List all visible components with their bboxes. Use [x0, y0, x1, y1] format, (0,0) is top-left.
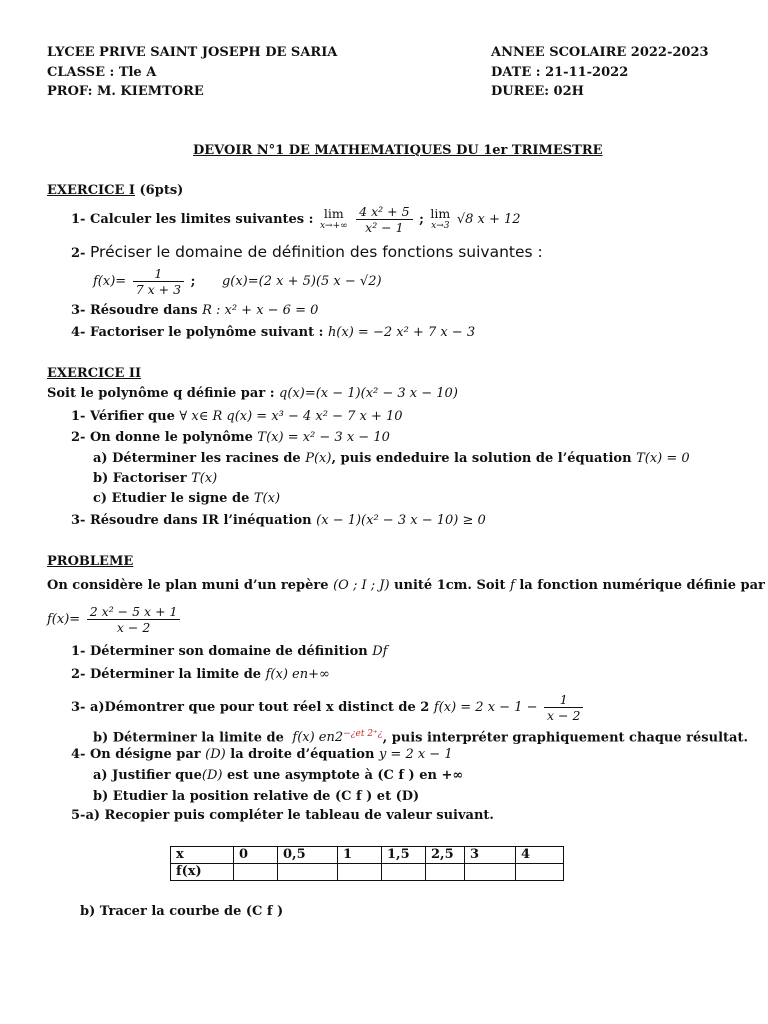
value-table-row-fx [171, 864, 564, 881]
limit-2 [430, 205, 451, 232]
problem-q4-number: 4- [71, 747, 86, 762]
limit-1-word: lim [323, 205, 344, 221]
exam-date: DATE : 21-11-2022 [491, 65, 629, 80]
exam-duration: DUREE: 02H [491, 84, 584, 99]
problem-f-denominator: x − 2 [116, 620, 151, 635]
ex2-q3-number: 3- [71, 513, 86, 528]
problem-question3b [93, 726, 748, 746]
problem-question5a: 5-a) Recopier puis compléter le tableau de valeur suivant. [71, 808, 494, 823]
problem-q4-text: On désigne par [89, 747, 201, 762]
function-f-numerator: 1 [133, 266, 184, 282]
ex2-q2c-letter: c) [93, 491, 108, 506]
exercise1-heading [47, 183, 183, 199]
problem-q4a-line: (D) [201, 768, 223, 783]
problem-q4a-letter: a) [93, 768, 108, 783]
problem-question4b [93, 789, 419, 805]
value-table-empty-cell [465, 864, 516, 881]
ex2-q2a-letter: a) [93, 451, 108, 466]
value-table-cell: 1 [338, 847, 382, 864]
teacher-label: PROF: M. KIEMTORE [47, 84, 204, 99]
ex2-q2c-expression: T(x) [253, 491, 281, 506]
ex1-q3-text: Résoudre dans [89, 303, 198, 318]
value-table [170, 846, 564, 881]
limit-1-sub: x→+∞ [319, 220, 348, 231]
problem-q2-text: Déterminer la limite de [89, 667, 262, 682]
ex2-q1-text: Vérifier que [89, 409, 175, 424]
problem-q3-text: a)Démontrer que pour tout réel x distinct de 2 [89, 700, 430, 715]
problem-q1-domain: Df [372, 644, 388, 659]
problem-q3-numerator: 1 [544, 692, 583, 708]
problem-f-numerator: 2 x² − 5 x + 1 [87, 604, 181, 620]
problem-question5b: b) Tracer la courbe de (C f ) [80, 904, 284, 919]
problem-q1-number: 1- [71, 644, 86, 659]
exercise1-points: (6pts) [139, 183, 184, 198]
problem-title: PROBLEME [47, 554, 134, 569]
limit-1-fraction [356, 204, 412, 235]
ex2-question2b [93, 471, 217, 487]
problem-intro-text2: unité 1cm. Soit [394, 578, 506, 593]
problem-q4-text2: la droite d’équation [230, 747, 375, 762]
ex2-q2b-text: Factoriser [112, 471, 187, 486]
problem-q4b-text: Etudier la position relative de (C f ) et (D) [112, 789, 420, 804]
ex2-q2a-text: Déterminer les racines de [112, 451, 301, 466]
problem-q3b-text2: , puis interpréter graphiquement chaque résultat. [382, 730, 748, 746]
problem-intro-f: f [510, 578, 515, 593]
value-table-cell: 0,5 [278, 847, 338, 864]
value-table-empty-cell [426, 864, 465, 881]
ex2-question1 [71, 409, 403, 425]
problem-f-fraction [87, 604, 181, 635]
ex2-q1-number: 1- [71, 409, 86, 424]
ex2-q2-polynomial: T(x) = x² − 3 x − 10 [257, 430, 390, 445]
school-year: ANNEE SCOLAIRE 2022-2023 [491, 45, 709, 60]
problem-intro [47, 578, 765, 594]
limit-2-sub: x→3 [431, 220, 450, 231]
ex2-q2b-expression: T(x) [191, 471, 218, 486]
limit-1 [319, 205, 348, 232]
exercise1-title: EXERCICE I [47, 183, 135, 198]
value-table-cell: 4 [516, 847, 564, 864]
ex2-q2a-equation: T(x) = 0 [636, 451, 690, 466]
page-title: DEVOIR N°1 DE MATHEMATIQUES DU 1er TRIMESTRE [193, 143, 603, 158]
ex1-q1-number: 1- [71, 212, 86, 227]
value-table-cell: 2,5 [426, 847, 465, 864]
problem-question4a [93, 768, 463, 784]
problem-q4a-text2: est une asymptote à (C f ) en +∞ [227, 768, 464, 783]
ex2-q3-inequation: (x − 1)(x² − 3 x − 10) ≥ 0 [316, 513, 486, 528]
class-label: CLASSE : Tle A [47, 65, 157, 80]
problem-intro-text1: On considère le plan muni d’un repère [47, 578, 329, 593]
problem-f-lhs: f(x)= [47, 612, 81, 627]
problem-q3-fraction [544, 692, 583, 723]
problem-q3-lhs: f(x) = 2 x − 1 − [433, 700, 538, 715]
ex1-question3 [71, 303, 318, 319]
ex2-q2a-text2: , puis endeduire la solution de l’équation [331, 451, 632, 466]
ex1-q2-text: Préciser le domaine de définition des fonctions suivantes : [89, 243, 543, 261]
ex2-intro-polynomial: q(x)=(x − 1)(x² − 3 x − 10) [279, 386, 458, 401]
ex2-q2-text: On donne le polynôme [89, 430, 253, 445]
problem-q3-denominator: x − 2 [547, 708, 581, 723]
limit-1-numerator: 4 x² + 5 [356, 204, 412, 220]
function-g: g(x)=(2 x + 5)(5 x − √2) [221, 274, 382, 289]
value-table-empty-cell [516, 864, 564, 881]
value-table-empty-cell [234, 864, 278, 881]
ex2-question3 [71, 513, 486, 529]
ex1-q3-equation: R : x² + x − 6 = 0 [202, 303, 319, 318]
value-table-row-x [171, 847, 564, 864]
ex2-intro-text: Soit le polynôme q définie par : [47, 386, 275, 401]
limit-2-word: lim [430, 205, 451, 221]
value-table-empty-cell [382, 864, 426, 881]
ex1-question1 [71, 204, 521, 235]
ex1-q2-number: 2- [71, 246, 86, 261]
function-f-fraction [133, 266, 184, 297]
ex1-q1-separator: ; [419, 212, 424, 227]
ex1-q2-separator: ; [190, 274, 196, 289]
ex1-q2-functions [93, 266, 382, 297]
problem-question1 [71, 644, 387, 660]
value-table-header-fx: f(x) [171, 864, 234, 881]
problem-q4b-letter: b) [93, 789, 109, 804]
ex1-question4 [71, 325, 475, 341]
problem-q4a-text: Justifier que [112, 768, 202, 783]
ex2-question2c [93, 491, 280, 507]
ex2-intro [47, 386, 458, 402]
problem-q3b-superscript: −¿et 2⁺¿ [343, 729, 383, 739]
problem-q3b-expression: f(x) en2 [292, 730, 344, 746]
ex1-q3-number: 3- [71, 303, 86, 318]
value-table-cell: 0 [234, 847, 278, 864]
ex2-q1-expression: ∀ x∈ R q(x) = x³ − 4 x² − 7 x + 10 [179, 409, 403, 424]
value-table-cell: 1,5 [382, 847, 426, 864]
problem-question3a [71, 692, 585, 723]
problem-function-definition [47, 604, 182, 635]
ex2-question2a [93, 451, 690, 467]
ex2-q2-number: 2- [71, 430, 86, 445]
function-f-lhs: f(x)= [93, 274, 127, 289]
ex1-q4-polynomial: h(x) = −2 x² + 7 x − 3 [327, 325, 476, 340]
value-table-header-x: x [171, 847, 234, 864]
problem-q4-equation: y = 2 x − 1 [378, 747, 453, 762]
ex1-q1-text: Calculer les limites suivantes : [89, 212, 314, 227]
ex2-q2c-text: Etudier le signe de [111, 491, 250, 506]
problem-intro-text3: la fonction numérique définie par [519, 578, 765, 593]
ex2-q3-text: Résoudre dans IR l’inéquation [89, 513, 312, 528]
ex1-q4-number: 4- [71, 325, 86, 340]
ex2-q2b-letter: b) [93, 471, 109, 486]
ex1-q4-text: Factoriser le polynôme suivant : [89, 325, 324, 340]
problem-q3b-text: b) Déterminer la limite de [93, 730, 284, 746]
ex2-question2 [71, 430, 390, 446]
limit-2-expression: √8 x + 12 [456, 212, 521, 227]
problem-question4 [71, 747, 453, 763]
ex2-q2a-expression: P(x) [305, 451, 332, 466]
problem-question2 [71, 667, 330, 683]
school-name: LYCEE PRIVE SAINT JOSEPH DE SARIA [47, 45, 338, 60]
ex1-question2 [71, 244, 543, 262]
problem-repere: (O ; I ; J) [333, 578, 390, 593]
value-table-cell: 3 [465, 847, 516, 864]
value-table-empty-cell [278, 864, 338, 881]
problem-q2-expression: f(x) en+∞ [265, 667, 330, 682]
value-table-empty-cell [338, 864, 382, 881]
problem-q1-text: Déterminer son domaine de définition [89, 644, 368, 659]
problem-q3-number: 3- [71, 700, 86, 715]
problem-q2-number: 2- [71, 667, 86, 682]
problem-q4-line: (D) [205, 747, 226, 762]
exercise2-title: EXERCICE II [47, 366, 142, 381]
function-f-denominator: 7 x + 3 [135, 282, 182, 297]
limit-1-denominator: x² − 1 [365, 220, 404, 235]
